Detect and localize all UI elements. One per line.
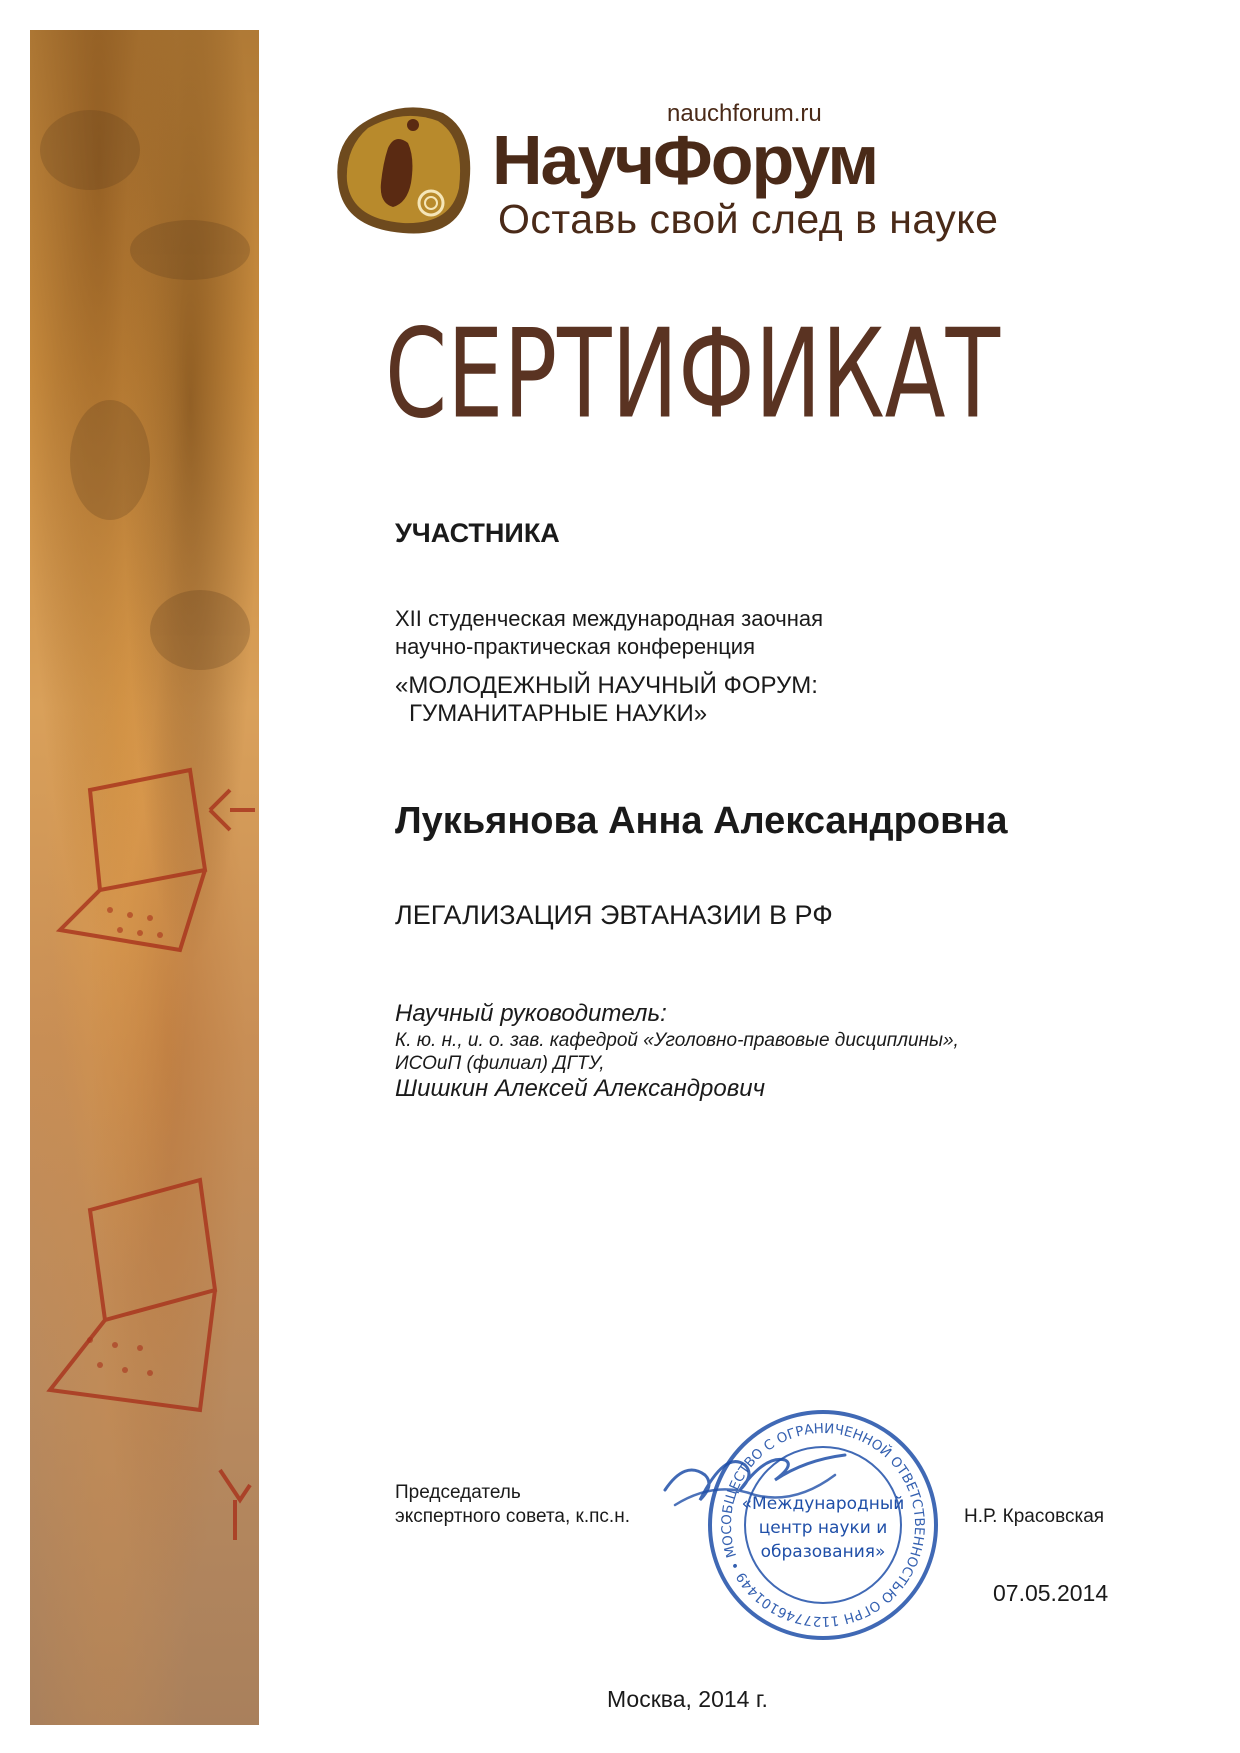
paper-topic: ЛЕГАЛИЗАЦИЯ ЭВТАНАЗИИ В РФ xyxy=(395,900,833,930)
conference-name-line-2: ГУМАНИТАРНЫЕ НАУКИ» xyxy=(409,700,708,727)
advisor-position: К. ю. н., и. о. зав. кафедрой «Уголовно-правовые дисциплины», xyxy=(395,1030,959,1051)
conference-line-2: научно-практическая конференция xyxy=(395,634,756,659)
certificate-role: УЧАСТНИКА xyxy=(395,518,560,548)
handwritten-signature xyxy=(655,1420,855,1530)
stamp-center-line-2: центр науки и xyxy=(758,1518,888,1538)
advisor-institution: ИСОиП (филиал) ДГТУ, xyxy=(395,1053,605,1074)
advisor-name: Шишкин Алексей Александрович xyxy=(395,1075,765,1102)
certificate-title xyxy=(385,300,1005,430)
certificate-title-text: СЕРТИФИКАТ xyxy=(385,303,1001,430)
brand-url: nauchforum.ru xyxy=(667,100,822,127)
advisor-title: Научный руководитель: xyxy=(395,1000,667,1027)
brand-name: НаучФорум xyxy=(492,121,878,199)
brand-slogan: Оставь свой след в науке xyxy=(498,196,999,242)
conference-description xyxy=(395,605,823,661)
chair-name: Н.Р. Красовская xyxy=(964,1506,1105,1527)
chair-title-line-1: Председатель xyxy=(395,1482,521,1503)
rock-art-illustration xyxy=(30,30,259,1725)
decorative-side-strip xyxy=(30,30,259,1725)
stamp-center-line-1: «Международный xyxy=(741,1494,905,1514)
conference-name xyxy=(395,672,955,728)
conference-line-1: XII студенческая международная заочная xyxy=(395,606,824,631)
issue-date: 07.05.2014 xyxy=(993,1580,1109,1606)
conference-name-line-1: «МОЛОДЕЖНЫЙ НАУЧНЫЙ ФОРУМ: xyxy=(395,672,818,699)
participant-name: Лукьянова Анна Александровна xyxy=(395,800,1008,842)
nauchforum-logo xyxy=(333,103,475,243)
chair-title-line-2: экспертного совета, к.пс.н. xyxy=(395,1506,630,1527)
stamp-ring-text: ОБЩЕСТВО С ОГРАНИЧЕННОЙ ОТВЕТСТВЕННОСТЬЮ ОГРН 1127746101449 • МОС xyxy=(718,1420,928,1630)
stamp-center-line-3: образования» xyxy=(760,1542,886,1562)
issue-place: Москва, 2014 г. xyxy=(607,1686,768,1712)
